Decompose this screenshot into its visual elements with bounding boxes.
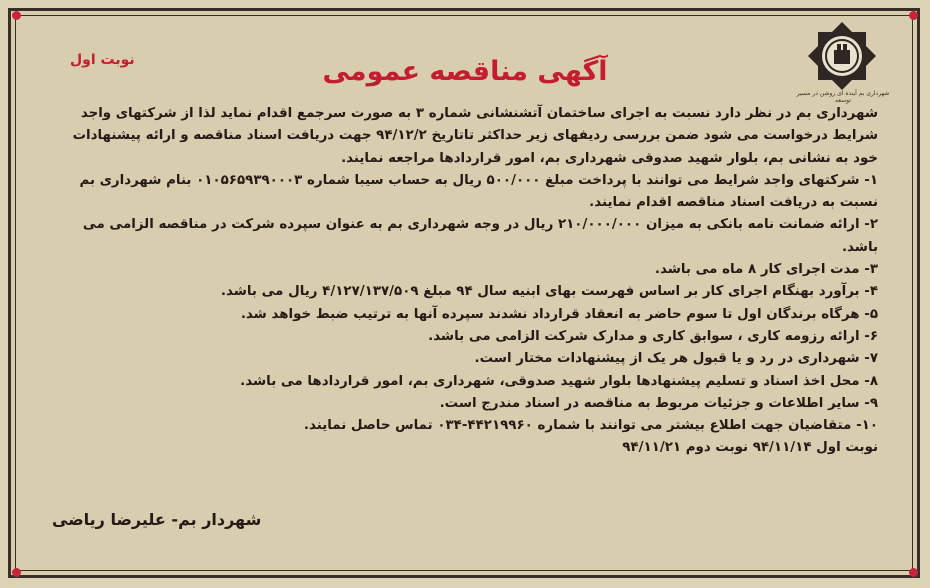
corner-dot-icon bbox=[909, 11, 918, 20]
signature: شهردار بم- علیرضا ریاضی bbox=[52, 510, 262, 529]
round-label: نوبت اول bbox=[70, 52, 135, 68]
list-item: ۵- هرگاه برندگان اول تا سوم حاضر به انعقاد قرارداد نشدند سپرده آنها به ترتیب ضبط خواهد شد. bbox=[240, 306, 878, 322]
list-item: ۱۰- متقاضیان جهت اطلاع بیشتر می توانند با شماره ۴۴۲۱۹۹۶۰-۰۳۴ تماس حاصل نمایند. bbox=[303, 418, 878, 434]
ad-title: آگهی مناقصه عمومی bbox=[322, 56, 608, 87]
list-item: ۳- مدت اجرای کار ۸ ماه می باشد. bbox=[654, 262, 878, 278]
list-item: ۶- ارائه رزومه کاری ، سوابق کاری و مدارک شرکت الزامی می باشد. bbox=[428, 328, 878, 344]
condition-list bbox=[46, 170, 878, 438]
list-item: ۱- شرکتهای واجد شرایط می توانند با پرداخت مبلغ ۵۰۰/۰۰۰ ریال به حساب سیبا شماره ۰۱۰۵۶۵۹۳۹۰۰۰۳ بنام شهرداری بم نسبت به دریافت اسناد مناقصه اقدام نمایند. bbox=[79, 172, 878, 211]
corner-dot-icon bbox=[12, 568, 21, 577]
logo-caption: شهرداری بم آینده ای روشن در مسیر توسعه bbox=[796, 90, 890, 104]
corner-dot-icon bbox=[909, 568, 918, 577]
ad-body bbox=[46, 103, 878, 460]
publish-dates: نوبت اول ۹۴/۱۱/۱۴ نوبت دوم ۹۴/۱۱/۲۱ bbox=[622, 440, 878, 456]
list-item: ۹- سایر اطلاعات و جزئیات مربوط به مناقصه در اسناد مندرج است. bbox=[439, 395, 878, 411]
list-item: ۷- شهرداری در رد و یا قبول هر یک از پیشنهادات مختار است. bbox=[474, 351, 878, 367]
list-item: ۲- ارائه ضمانت نامه بانکی به میزان ۲۱۰/۰۰۰/۰۰۰ ریال در وجه شهرداری بم به عنوان سپرده شرکت در مناقصه الزامی می باشد. bbox=[82, 217, 878, 255]
municipality-logo bbox=[806, 20, 878, 96]
list-item: ۸- محل اخذ اسناد و تسلیم پیشنهادها بلوار شهید صدوقی، شهرداری بم، امور قراردادها می باشد. bbox=[240, 373, 878, 389]
list-item: ۴- برآورد بهنگام اجرای کار بر اساس فهرست بهای ابنیه سال ۹۴ مبلغ ۴/۱۲۷/۱۳۷/۵۰۹ ریال می باشد. bbox=[220, 284, 878, 300]
corner-dot-icon bbox=[12, 11, 21, 20]
intro-paragraph: شهرداری بم در نظر دارد نسبت به اجرای ساختمان آتشنشانی شماره ۳ به صورت سرجمع اقدام نماید لذا از شرکتهای واجد شرایط درخواست می شود ضمن بررسی ردیفهای زیر حداکثر تاتاریخ ۹۴/۱۲/۲ جهت دریافت اسناد مناقصه و ارائه پیشنهادات خود به نشانی بم، بلوار شهید صدوقی شهرداری بم، امور قراردادها مراجعه نمایند. bbox=[72, 106, 878, 166]
